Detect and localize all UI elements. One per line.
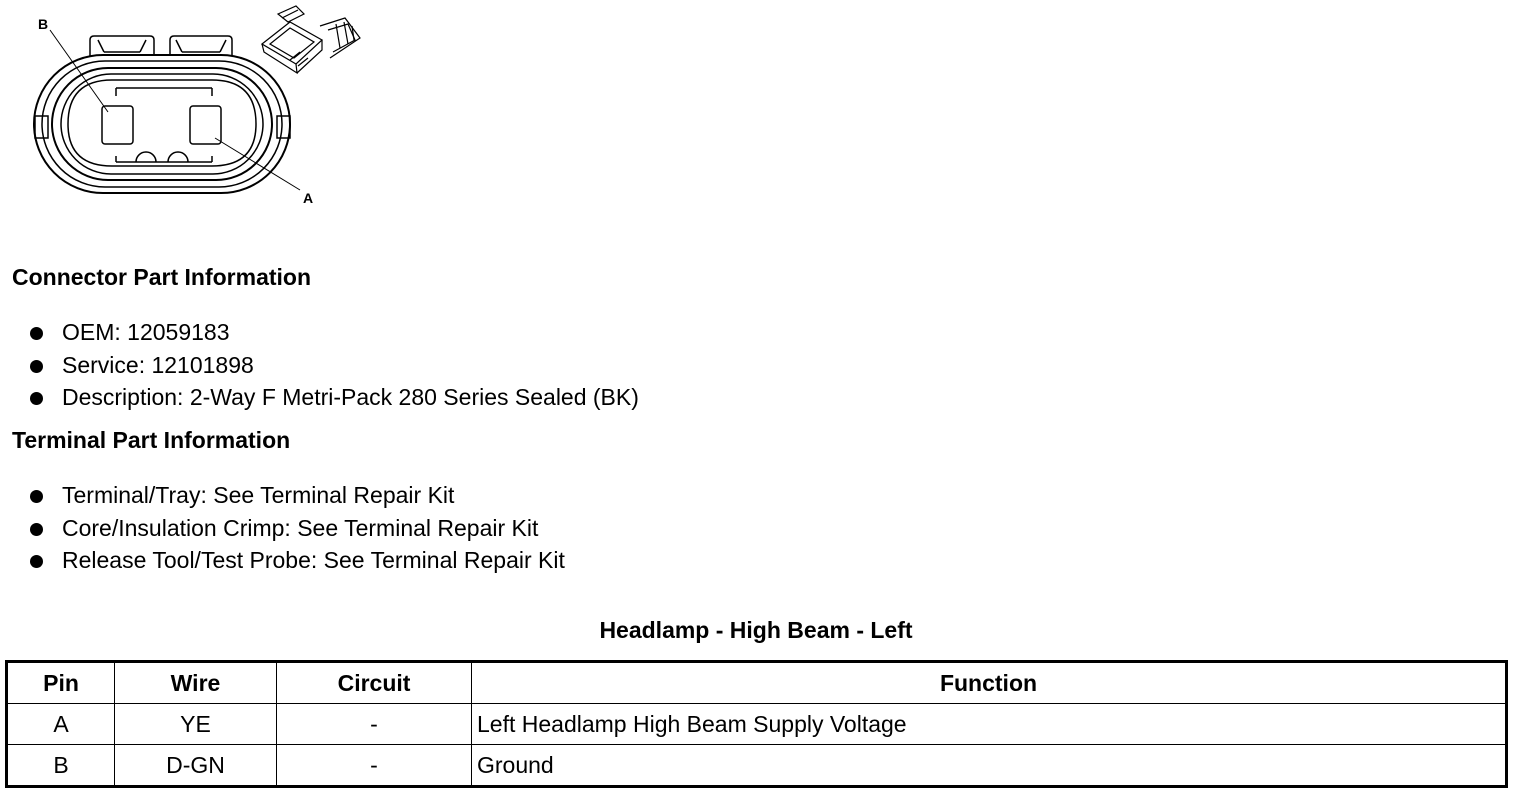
column-header-wire: Wire — [115, 662, 277, 704]
connector-part-info-heading: Connector Part Information — [12, 264, 312, 290]
connector-thumbnail — [262, 6, 360, 73]
column-header-pin: Pin — [7, 662, 115, 704]
connector-latch-left — [90, 36, 154, 56]
connector-housing — [34, 55, 290, 193]
function-cell: Ground — [472, 745, 1507, 787]
connector-latch-right — [170, 36, 232, 56]
pin-cell: A — [7, 704, 115, 745]
table-header-row — [7, 662, 1507, 704]
list-item: Release Tool/Test Probe: See Terminal Repair Kit — [30, 547, 565, 580]
pin-cell: B — [7, 745, 115, 787]
list-item: Core/Insulation Crimp: See Terminal Repair Kit — [30, 515, 565, 548]
bullet-icon — [30, 490, 43, 503]
function-cell: Left Headlamp High Beam Supply Voltage — [472, 704, 1507, 745]
circuit-cell: - — [277, 704, 472, 745]
bullet-icon — [30, 327, 43, 340]
connector-part-info-list — [30, 319, 639, 417]
list-item: Description: 2-Way F Metri-Pack 280 Series Sealed (BK) — [30, 384, 639, 417]
callout-a-label: A — [303, 190, 314, 206]
bullet-icon — [30, 392, 43, 405]
column-header-function: Function — [472, 662, 1507, 704]
terminal-cavity-b — [102, 106, 133, 144]
list-item: Service: 12101898 — [30, 352, 639, 385]
wire-cell: YE — [115, 704, 277, 745]
pin-table — [5, 660, 1508, 788]
list-item: OEM: 12059183 — [30, 319, 639, 352]
terminal-part-info-list — [30, 482, 565, 580]
connector-diagram — [0, 0, 380, 215]
bullet-icon — [30, 360, 43, 373]
circuit-cell: - — [277, 745, 472, 787]
connector-side-key-right — [277, 116, 290, 138]
table-row — [7, 745, 1507, 787]
column-header-circuit: Circuit — [277, 662, 472, 704]
bullet-icon — [30, 555, 43, 568]
terminal-part-info-heading: Terminal Part Information — [12, 427, 291, 453]
pin-table-title: Headlamp - High Beam - Left — [599, 617, 913, 643]
list-item: Terminal/Tray: See Terminal Repair Kit — [30, 482, 565, 515]
table-row — [7, 704, 1507, 745]
callout-b-label: B — [38, 16, 49, 32]
connector-guides — [116, 88, 212, 162]
wire-cell: D-GN — [115, 745, 277, 787]
bullet-icon — [30, 523, 43, 536]
